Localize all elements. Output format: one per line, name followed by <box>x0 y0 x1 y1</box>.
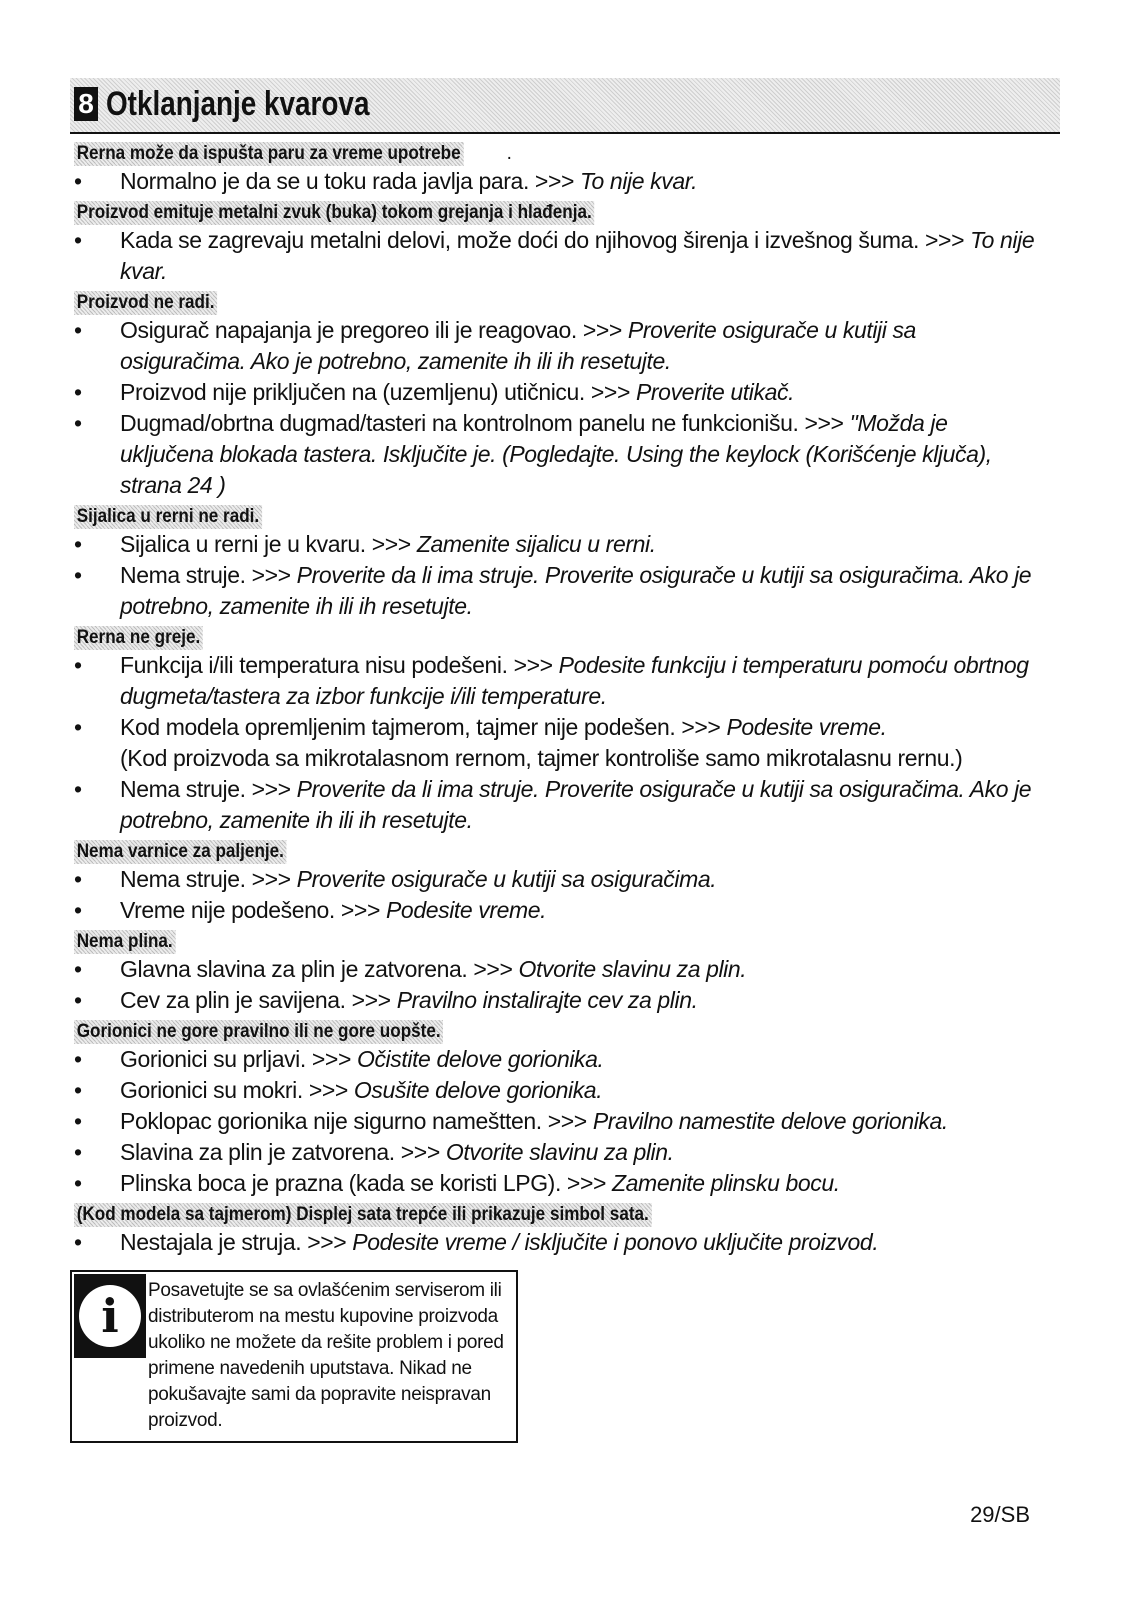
issue-list <box>74 1044 1039 1199</box>
solution-text: Zamenite plinsku bocu. <box>612 1170 840 1196</box>
issue-list <box>74 864 1039 926</box>
list-item <box>74 560 1039 622</box>
bullet-icon: • <box>74 1170 82 1196</box>
bullet-icon: • <box>74 776 82 802</box>
list-item <box>74 225 1039 287</box>
bullet-icon: • <box>74 227 82 253</box>
bullet-icon: • <box>74 410 82 436</box>
section-heading: Sijalica u rerni ne radi. <box>74 505 262 529</box>
list-item <box>74 166 1039 197</box>
problem-text: Normalno je da se u toku rada javlja para. >>> <box>120 168 581 194</box>
solution-text: Očistite delove gorionika. <box>356 1046 604 1072</box>
notice-box <box>70 1270 518 1443</box>
problem-text: Nema struje. >>> <box>120 866 297 892</box>
problem-text: Glavna slavina za plin je zatvorena. >>> <box>120 956 519 982</box>
bullet-icon: • <box>74 317 82 343</box>
issue-list <box>74 225 1039 287</box>
solution-text: Podesite funkciju i temperaturu pomoću obrtnog dugmeta/tastera za izbor funkcije i/ili temperature. <box>120 652 1029 709</box>
solution-text: Podesite vreme / isključite i ponovo uključite proizvod. <box>352 1229 879 1255</box>
solution-text: Proverite da li ima struje. Proverite osigurače u kutiji sa osiguračima. Ako je potrebno, zamenite ih ili ih resetujte. <box>120 776 1032 833</box>
bullet-icon: • <box>74 956 82 982</box>
section-heading: Rerna ne greje. <box>74 626 203 650</box>
info-icon: i <box>74 1274 146 1358</box>
problem-text: Kada se zagrevaju metalni delovi, može doći do njihovog širenja i izvešnog šuma. >>> <box>120 227 971 253</box>
solution-text: To nije kvar. <box>120 227 1035 284</box>
problem-text: Osigurač napajanja je pregoreo ili je reagovao. >>> <box>120 317 628 343</box>
list-item <box>74 774 1039 836</box>
solution-text: Otvorite slavinu za plin. <box>518 956 747 982</box>
chapter-header <box>70 78 1060 134</box>
troubleshooting-list <box>74 138 1039 1258</box>
problem-text: Poklopac gorionika nije sigurno nameštten. >>> <box>120 1108 593 1134</box>
problem-text: Proizvod nije priključen na (uzemljenu) utičnicu. >>> <box>120 379 636 405</box>
section-heading: Rerna može da ispušta paru za vreme upotrebe <box>74 142 463 166</box>
bullet-icon: • <box>74 1077 82 1103</box>
solution-text: To nije kvar. <box>580 168 698 194</box>
list-item <box>74 1044 1039 1075</box>
list-item <box>74 954 1039 985</box>
problem-text: Kod modela opremljenim tajmerom, tajmer nije podešen. >>> <box>120 714 727 740</box>
problem-text: Gorionici su prljavi. >>> <box>120 1046 357 1072</box>
bullet-icon: • <box>74 714 82 740</box>
chapter-title: Otklanjanje kvarova <box>106 85 370 123</box>
section-heading: Proizvod ne radi. <box>74 291 217 315</box>
solution-text: Otvorite slavinu za plin. <box>445 1139 674 1165</box>
list-item <box>74 1075 1039 1106</box>
issue-list <box>74 650 1039 836</box>
problem-text: Sijalica u rerni je u kvaru. >>> <box>120 531 417 557</box>
notice-text: Posavetujte se sa ovlašćenim serviserom ili distributerom na mestu kupovine proizvoda ukoliko ne možete da rešite problem i pored primene navedenih uputstava. Nikad ne pokušavajte sami da popravite neispravan proizvod. <box>148 1280 504 1431</box>
problem-text: Gorionici su mokri. >>> <box>120 1077 354 1103</box>
problem-text: Cev za plin je savijena. >>> <box>120 987 397 1013</box>
solution-text: Proverite osigurače u kutiji sa osiguračima. <box>296 866 717 892</box>
bullet-icon: • <box>74 987 82 1013</box>
solution-text: Proverite da li ima struje. Proverite osigurače u kutiji sa osiguračima. Ako je potrebno, zamenite ih ili ih resetujte. <box>120 562 1032 619</box>
solution-text: Proverite utikač. <box>635 379 795 405</box>
section-heading: Nema plina. <box>74 930 175 954</box>
note-text: (Kod proizvoda sa mikrotalasnom rernom, tajmer kontroliše samo mikrotalasnu rernu.) <box>120 745 963 771</box>
section-heading: Proizvod emituje metalni zvuk (buka) tokom grejanja i hlađenja. <box>74 201 594 225</box>
list-item <box>74 1137 1039 1168</box>
list-item <box>74 712 1039 774</box>
solution-text: Proverite osigurače u kutiji sa osiguračima. Ako je potrebno, zamenite ih ili ih resetujte. <box>120 317 916 374</box>
bullet-icon: • <box>74 866 82 892</box>
problem-text: Vreme nije podešeno. >>> <box>120 897 386 923</box>
list-item <box>74 985 1039 1016</box>
problem-text: Nema struje. >>> <box>120 776 297 802</box>
problem-text: Funkcija i/ili temperatura nisu podešeni. >>> <box>120 652 559 678</box>
list-item <box>74 529 1039 560</box>
list-item <box>74 377 1039 408</box>
problem-text: Nema struje. >>> <box>120 562 297 588</box>
solution-text: Pravilno namestite delove gorionika. <box>592 1108 948 1134</box>
chapter-number: 8 <box>74 87 98 121</box>
list-item <box>74 1168 1039 1199</box>
bullet-icon: • <box>74 168 82 194</box>
issue-list <box>74 529 1039 622</box>
problem-text: Slavina za plin je zatvorena. >>> <box>120 1139 446 1165</box>
solution-text: Pravilno instalirajte cev za plin. <box>396 987 698 1013</box>
page-number: 29/SB <box>970 1502 1030 1527</box>
section-heading: (Kod modela sa tajmerom) Displej sata trepće ili prikazuje simbol sata. <box>74 1203 651 1227</box>
issue-list <box>74 954 1039 1016</box>
bullet-icon: • <box>74 1139 82 1165</box>
bullet-icon: • <box>74 1046 82 1072</box>
bullet-icon: • <box>74 652 82 678</box>
solution-text: "Možda je uključena blokada tastera. Isključite je. (Pogledajte. Using the keylock (Korišćenje ključa), strana 24 ) <box>120 410 992 498</box>
bullet-icon: • <box>74 379 82 405</box>
list-item <box>74 864 1039 895</box>
list-item <box>74 895 1039 926</box>
problem-text: Plinska boca je prazna (kada se koristi LPG). >>> <box>120 1170 613 1196</box>
list-item <box>74 1106 1039 1137</box>
issue-list <box>74 315 1039 501</box>
problem-text: Dugmad/obrtna dugmad/tasteri na kontrolnom panelu ne funkcionišu. >>> <box>120 410 850 436</box>
issue-list <box>74 1227 1039 1258</box>
bullet-icon: • <box>74 897 82 923</box>
list-item <box>74 650 1039 712</box>
list-item <box>74 1227 1039 1258</box>
problem-text: Nestajala je struja. >>> <box>120 1229 353 1255</box>
bullet-icon: • <box>74 562 82 588</box>
solution-text: Zamenite sijalicu u rerni. <box>416 531 656 557</box>
bullet-icon: • <box>74 1229 82 1255</box>
issue-list <box>74 166 1039 197</box>
bullet-icon: • <box>74 531 82 557</box>
section-heading: Gorionici ne gore pravilno ili ne gore uopšte. <box>74 1020 443 1044</box>
section-heading-suffix: . <box>506 143 512 164</box>
solution-text: Osušite delove gorionika. <box>353 1077 603 1103</box>
bullet-icon: • <box>74 1108 82 1134</box>
section-heading: Nema varnice za paljenje. <box>74 840 287 864</box>
solution-text: Podesite vreme. <box>726 714 887 740</box>
list-item <box>74 315 1039 377</box>
solution-text: Podesite vreme. <box>385 897 547 923</box>
list-item <box>74 408 1039 501</box>
